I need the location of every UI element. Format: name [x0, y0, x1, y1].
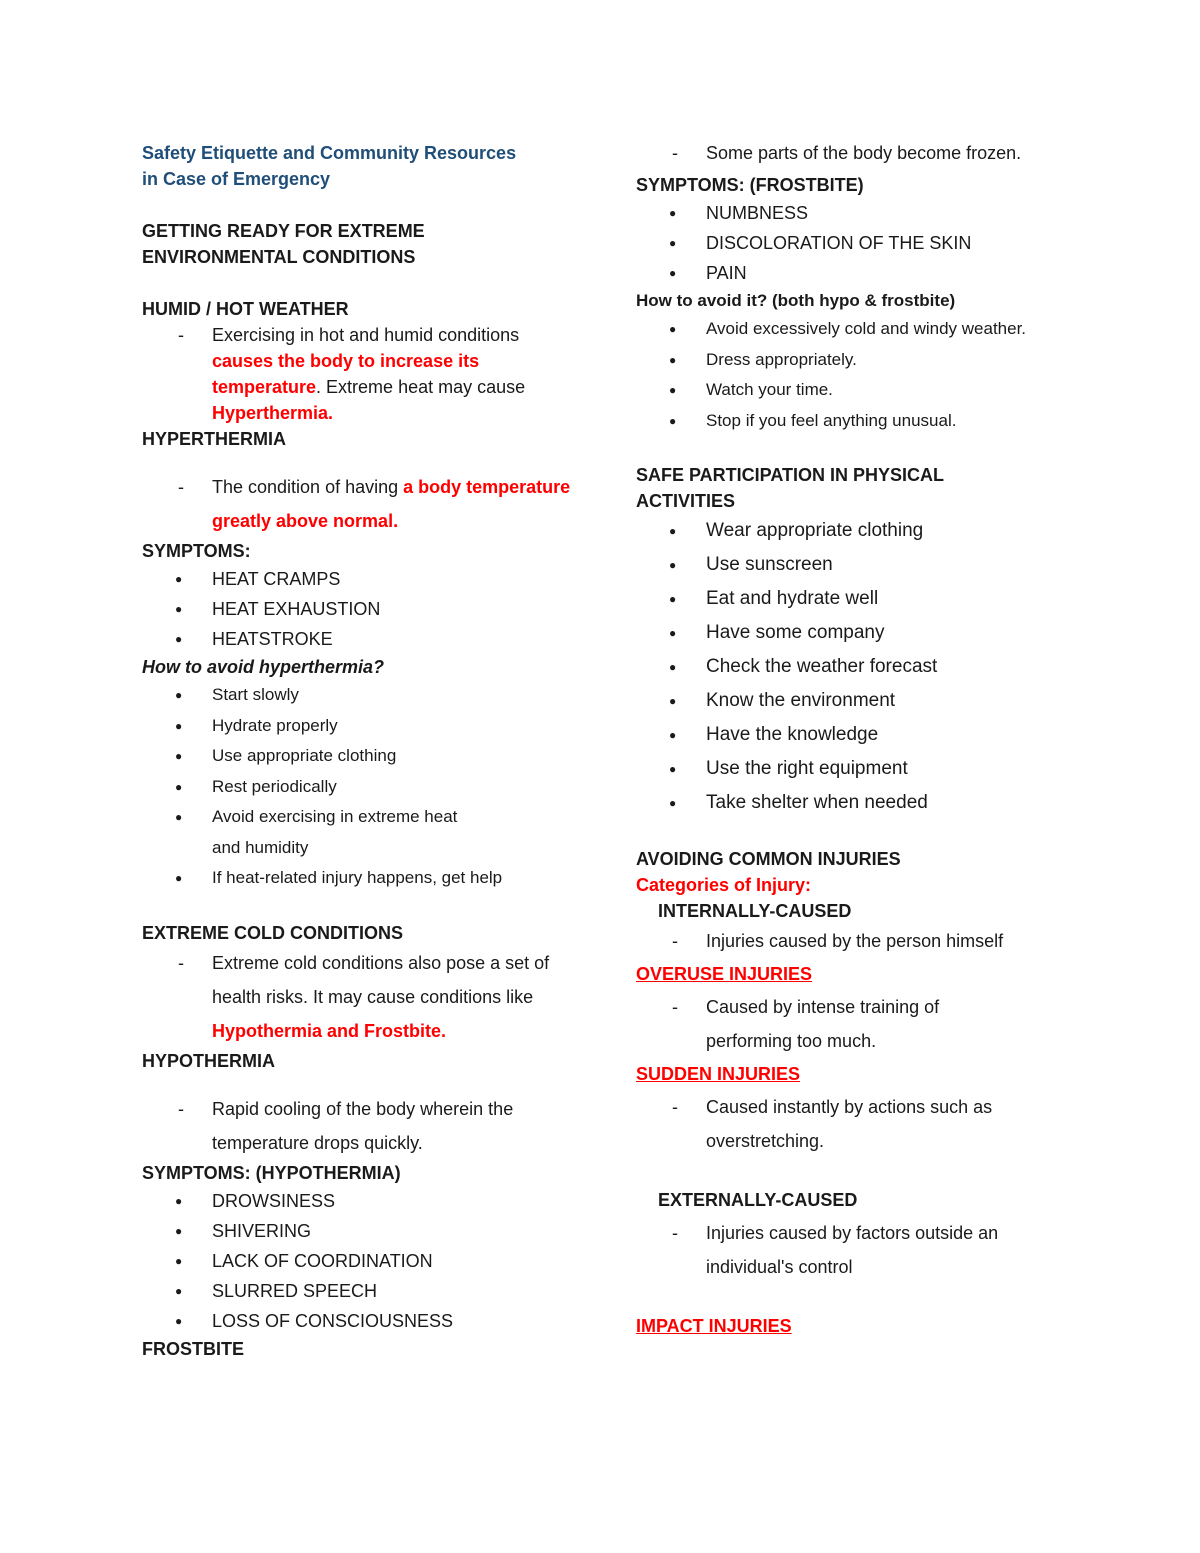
hyperthermia-def-highlight: a body temperature greatly above normal. — [212, 477, 571, 531]
external-heading: EXTERNALLY-CAUSED — [658, 1190, 858, 1210]
list-item: ● LOSS OF CONSCIOUSNESS — [142, 1306, 582, 1336]
frostbite-heading: FROSTBITE — [142, 1338, 244, 1359]
internal-heading: INTERNALLY-CAUSED — [658, 901, 852, 921]
list-item: ● DROWSINESS — [142, 1186, 582, 1216]
list-item: ● SLURRED SPEECH — [142, 1276, 582, 1306]
list-item: ● If heat-related injury happens, get help — [142, 863, 582, 894]
safe-heading-line-1: SAFE PARTICIPATION IN PHYSICAL — [636, 465, 945, 485]
safe-participation-list — [636, 514, 1076, 820]
list-item: ● Avoid excessively cold and windy weather. — [636, 314, 1076, 345]
hyperthermia-def-text: The condition of having — [212, 477, 404, 497]
list-item: ● Dress appropriately. — [636, 345, 1076, 376]
list-item: ● Use the right equipment — [636, 752, 1076, 786]
list-item: ● Avoid exercising in extreme heat and humidity — [142, 802, 582, 863]
list-item: ● PAIN — [636, 258, 1076, 288]
humid-heading: HUMID / HOT WEATHER — [142, 299, 349, 319]
categories-heading: Categories of Injury: — [636, 875, 812, 895]
left-column — [142, 140, 582, 1362]
list-item: ● HEAT EXHAUSTION — [142, 594, 582, 624]
frost-symptoms-list — [636, 198, 1076, 288]
hypothermia-heading: HYPOTHERMIA — [142, 1050, 276, 1071]
humid-text-1: Exercising in hot and humid conditions — [212, 325, 520, 345]
title-line-1: Safety Etiquette and Community Resources — [142, 143, 517, 163]
cold-paragraph — [142, 946, 582, 1048]
list-item: ● Check the weather forecast — [636, 650, 1076, 684]
cold-text: Extreme cold conditions also pose a set of health risks. It may cause conditions like — [212, 952, 550, 1007]
sudden-heading: SUDDEN INJURIES — [636, 1064, 801, 1084]
avoid-hyperthermia-list — [142, 680, 582, 894]
list-item: ● HEATSTROKE — [142, 624, 582, 654]
internal-definition: - Injuries caused by the person himself — [636, 924, 1076, 958]
overuse-definition: - Caused by intense training of performing too much. — [636, 990, 1076, 1058]
title-line-2: in Case of Emergency — [142, 169, 331, 189]
list-item: ● Use sunscreen — [636, 548, 1076, 582]
hypo-symptoms-heading: SYMPTOMS: (HYPOTHERMIA) — [142, 1162, 401, 1183]
safe-heading-line-2: ACTIVITIES — [636, 491, 736, 511]
list-item: ● Start slowly — [142, 680, 582, 711]
impact-heading: IMPACT INJURIES — [636, 1316, 792, 1336]
avoid-both-list — [636, 314, 1076, 436]
getting-ready-heading — [142, 218, 582, 270]
getting-ready-line-1: GETTING READY FOR EXTREME — [142, 221, 425, 241]
cold-heading: EXTREME COLD CONDITIONS — [142, 922, 404, 943]
overuse-heading: OVERUSE INJURIES — [636, 964, 813, 984]
hypo-symptoms-list — [142, 1186, 582, 1336]
list-item: ● Have some company — [636, 616, 1076, 650]
list-item: ● LACK OF COORDINATION — [142, 1246, 582, 1276]
getting-ready-line-2: ENVIRONMENTAL CONDITIONS — [142, 247, 416, 267]
list-item: ● Rest periodically — [142, 772, 582, 803]
injuries-heading: AVOIDING COMMON INJURIES — [636, 849, 901, 869]
document-title — [142, 140, 582, 192]
safe-participation-heading — [636, 462, 1076, 514]
avoid-both-heading: How to avoid it? (both hypo & frostbite) — [636, 291, 956, 310]
frost-symptoms-heading: SYMPTOMS: (FROSTBITE) — [636, 175, 864, 195]
list-item: ● Watch your time. — [636, 375, 1076, 406]
list-item: ● Eat and hydrate well — [636, 582, 1076, 616]
humid-text-highlight-2: Hyperthermia. — [212, 403, 334, 423]
list-item: ● SHIVERING — [142, 1216, 582, 1246]
hyperthermia-definition — [142, 470, 582, 538]
avoid-hyperthermia-heading: How to avoid hyperthermia? — [142, 657, 385, 677]
humid-text-2: . Extreme heat may cause — [316, 377, 526, 397]
list-item: ● Use appropriate clothing — [142, 741, 582, 772]
list-item: ● DISCOLORATION OF THE SKIN — [636, 228, 1076, 258]
cold-text-highlight: Hypothermia and Frostbite. — [212, 1020, 447, 1041]
list-item: ● Stop if you feel anything unusual. — [636, 406, 1076, 437]
hyperthermia-heading: HYPERTHERMIA — [142, 429, 287, 449]
list-item: ● Know the environment — [636, 684, 1076, 718]
list-item: ● Wear appropriate clothing — [636, 514, 1076, 548]
list-item: ● HEAT CRAMPS — [142, 564, 582, 594]
humid-text-highlight: causes the body to increase its temperature — [212, 351, 480, 397]
list-item: ● Hydrate properly — [142, 711, 582, 742]
hypothermia-definition: - Rapid cooling of the body wherein the temperature drops quickly. — [142, 1092, 582, 1160]
external-definition: - Injuries caused by factors outside an individual's control — [636, 1216, 1076, 1284]
right-column — [636, 140, 1076, 1342]
list-item: ● Have the knowledge — [636, 718, 1076, 752]
symptoms-list — [142, 564, 582, 654]
sudden-definition: - Caused instantly by actions such as overstretching. — [636, 1090, 1076, 1158]
frostbite-definition: - Some parts of the body become frozen. — [636, 140, 1076, 166]
list-item: ● NUMBNESS — [636, 198, 1076, 228]
humid-paragraph — [142, 322, 582, 426]
symptoms-heading: SYMPTOMS: — [142, 541, 251, 561]
list-item: ● Take shelter when needed — [636, 786, 1076, 820]
